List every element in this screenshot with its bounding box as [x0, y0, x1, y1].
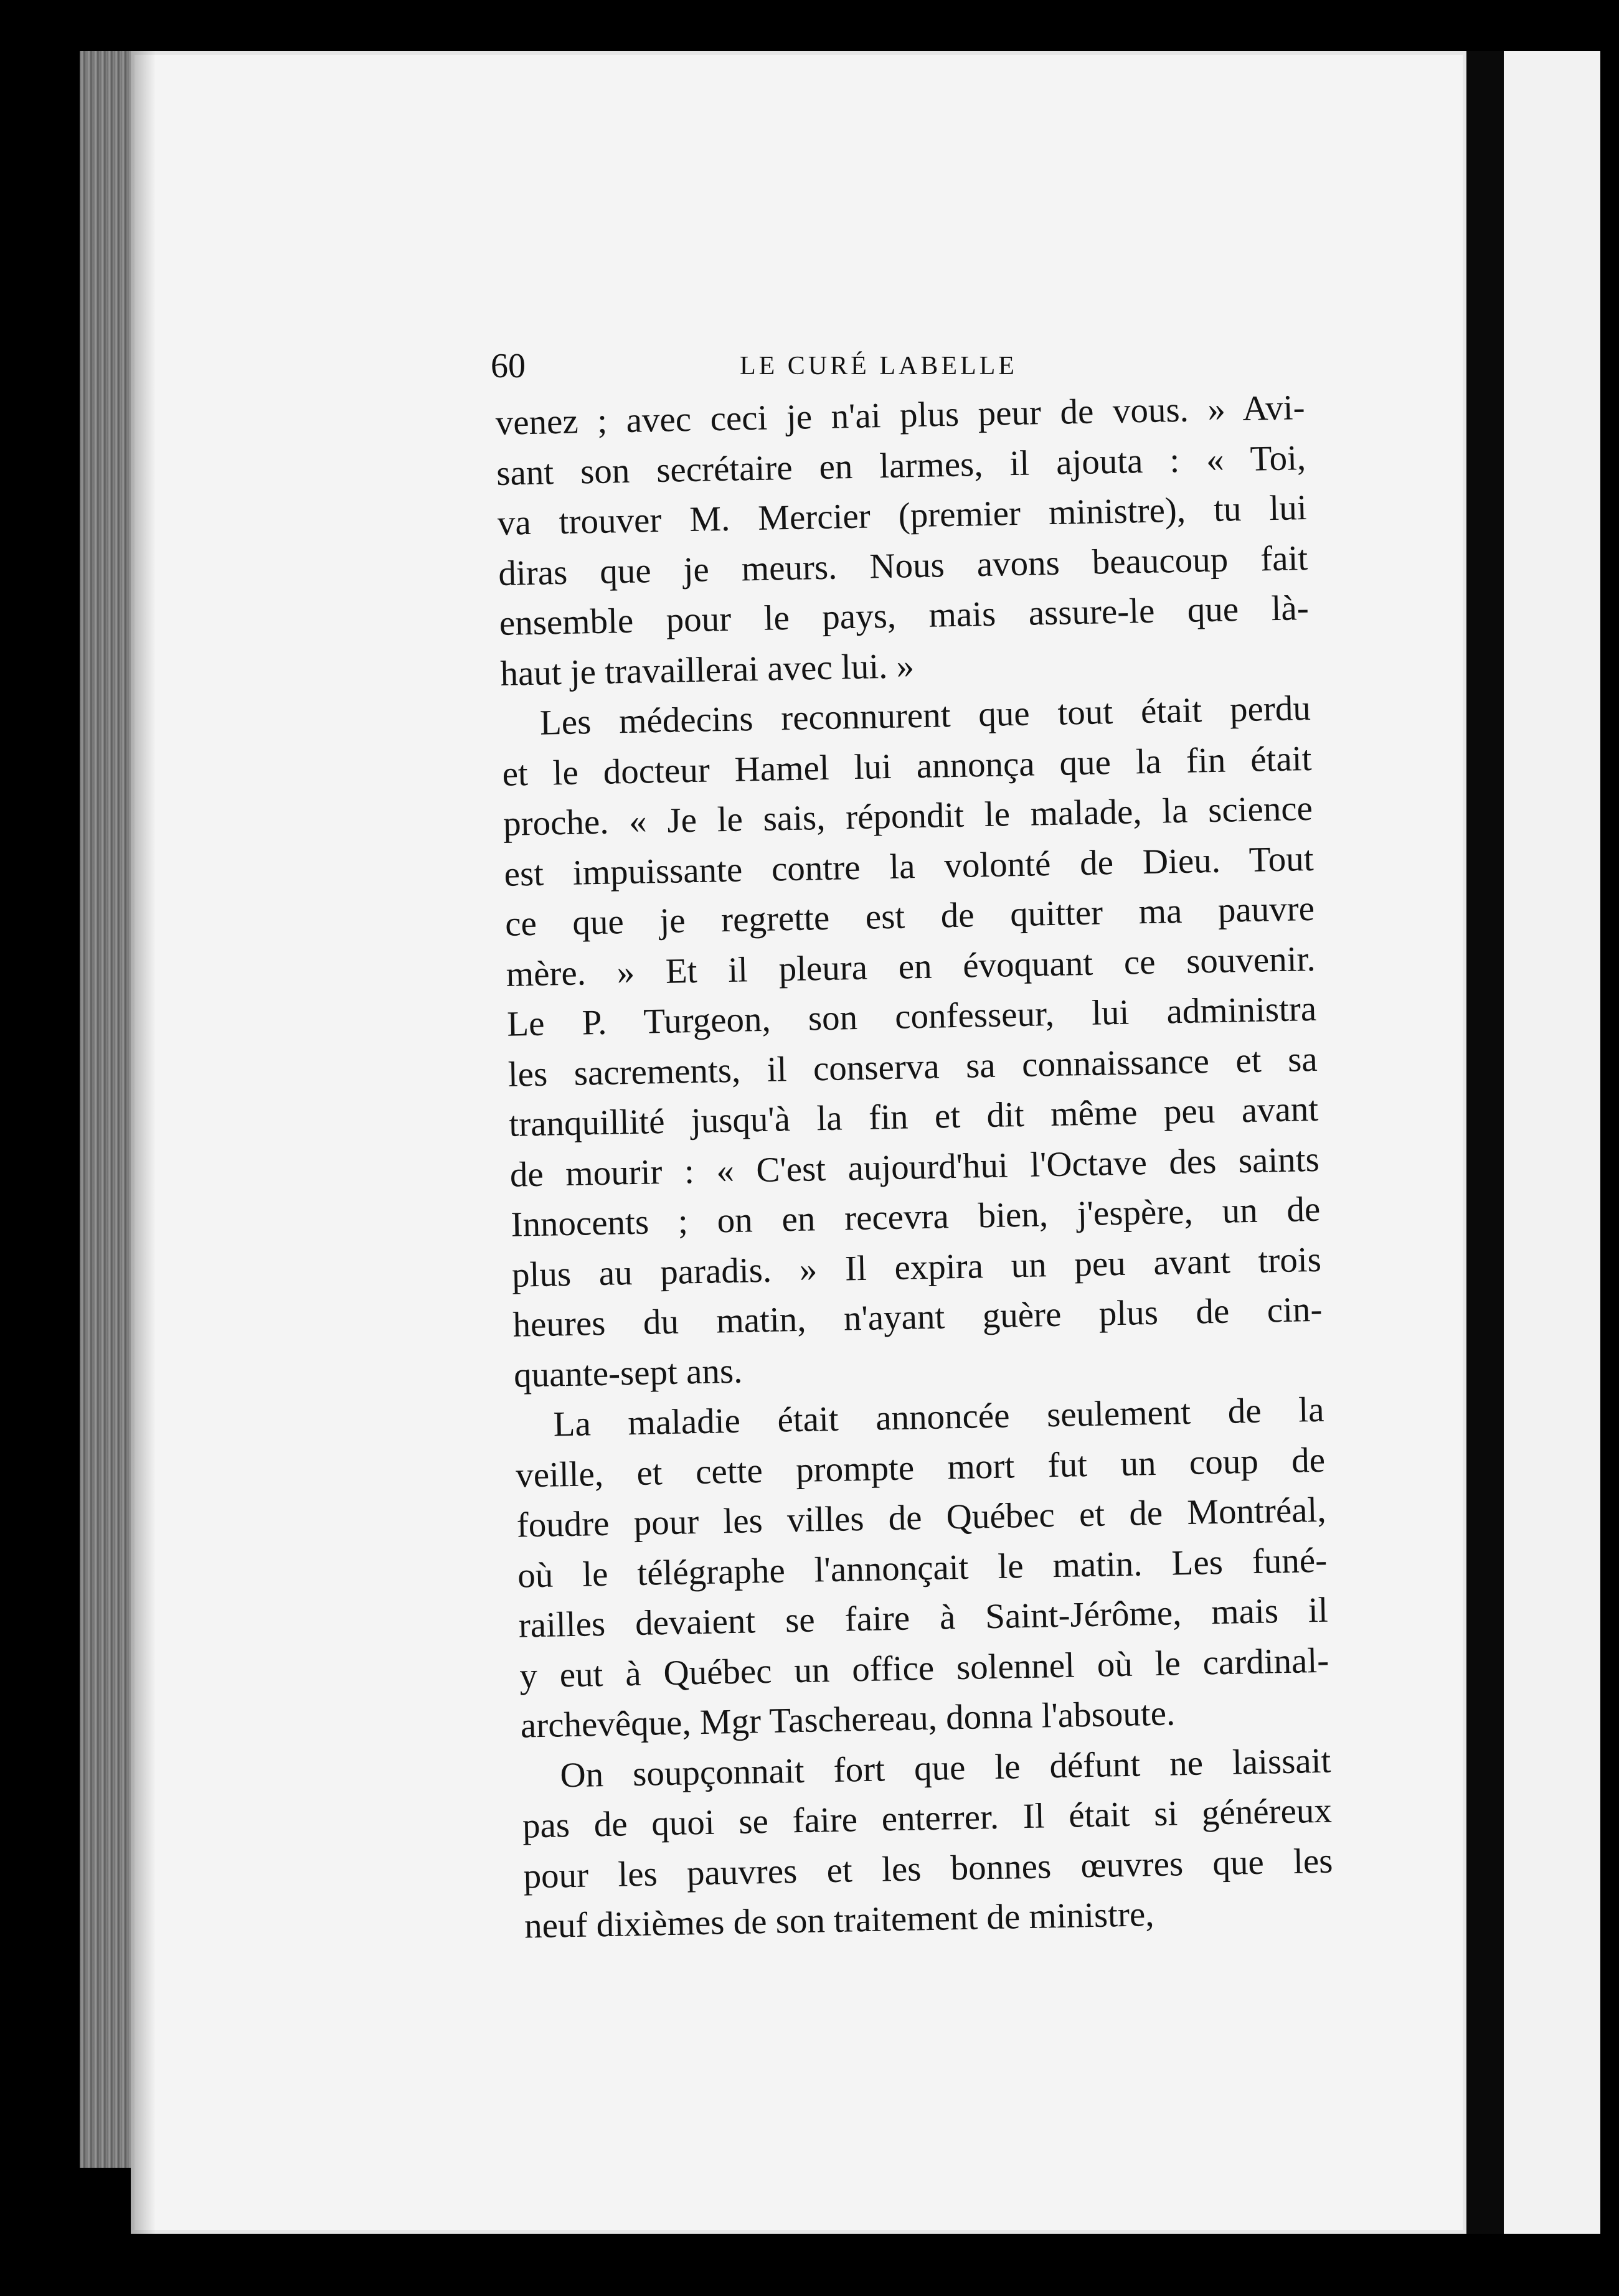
text-line: mère. » Et il pleura en évoquant ce souvenir. — [506, 939, 1316, 994]
text-line: Innocents ; on en recevra bien, j'espère, un de — [510, 1189, 1321, 1244]
text-line: heures du matin, n'ayant guère plus de cin- — [512, 1289, 1323, 1345]
text-line: les sacrements, il conserva sa connaissance et sa — [507, 1039, 1318, 1094]
body-text — [495, 383, 1334, 1952]
text-line: proche. « Je le sais, répondit le malade, la science — [503, 788, 1313, 844]
text-line: pour les pauvres et les bonnes œuvres que les — [522, 1841, 1333, 1896]
page-number: 60 — [491, 347, 526, 385]
paragraph — [521, 1736, 1334, 1952]
page-binding-shadow — [131, 51, 156, 2234]
text-line: de mourir : « C'est aujourd'hui l'Octave des saints — [509, 1139, 1320, 1195]
book-gutter — [1466, 51, 1504, 2234]
text-line: neuf dixièmes de son traitement de ministre, — [524, 1894, 1155, 1946]
text-line: La maladie était annoncée seulement de la — [553, 1390, 1325, 1444]
text-line: où le télégraphe l'annonçait le matin. Les funé- — [517, 1540, 1328, 1596]
text-line: ce que je regrette est de quitter ma pauvre — [504, 888, 1315, 944]
running-title: LE CURÉ LABELLE — [740, 352, 1017, 380]
paragraph — [501, 684, 1323, 1401]
text-line: Les médecins reconnurent que tout était perdu — [539, 688, 1311, 743]
text-line: est impuissante contre la volonté de Dieu. Tout — [504, 839, 1315, 894]
paragraph — [495, 383, 1310, 699]
running-header — [491, 341, 1362, 391]
text-line: quante-sept ans. — [513, 1351, 743, 1395]
text-line: pas de quoi se faire enterrer. Il était si généreux — [522, 1790, 1333, 1846]
text-line: railles devaient se faire à Saint-Jérôme, mais il — [518, 1590, 1329, 1645]
facing-page-edge — [1504, 51, 1600, 2234]
text-line: foudre pour les villes de Québec et de Montréal, — [516, 1490, 1327, 1545]
paragraph — [514, 1385, 1331, 1751]
text-line: Le P. Turgeon, son confesseur, lui administra — [506, 989, 1317, 1044]
text-line: haut je travaillerai avec lui. » — [499, 646, 915, 694]
text-line: diras que je meurs. Nous avons beaucoup fait — [498, 538, 1308, 593]
text-line: On soupçonnait fort que le défunt ne laissait — [559, 1741, 1331, 1795]
text-line: ensemble pour le pays, mais assure-le que là- — [499, 588, 1310, 643]
text-line: y eut à Québec un office solennel où le cardinal- — [519, 1640, 1329, 1696]
text-line: va trouver M. Mercier (premier ministre), tu lui — [497, 488, 1308, 543]
text-line: venez ; avec ceci je n'ai plus peur de vous. » Avi- — [495, 388, 1306, 443]
text-line: plus au paradis. » Il expira un peu avant trois — [511, 1240, 1322, 1295]
book-page-edges — [80, 51, 139, 2168]
text-line: archevêque, Mgr Taschereau, donna l'absoute. — [520, 1693, 1176, 1746]
text-line: veille, et cette prompte mort fut un coup de — [515, 1440, 1326, 1495]
text-line: et le docteur Hamel lui annonça que la fin était — [501, 738, 1312, 794]
text-line: sant son secrétaire en larmes, il ajouta : « Toi, — [496, 438, 1306, 493]
text-line: tranquillité jusqu'à la fin et dit même peu avant — [508, 1089, 1319, 1144]
